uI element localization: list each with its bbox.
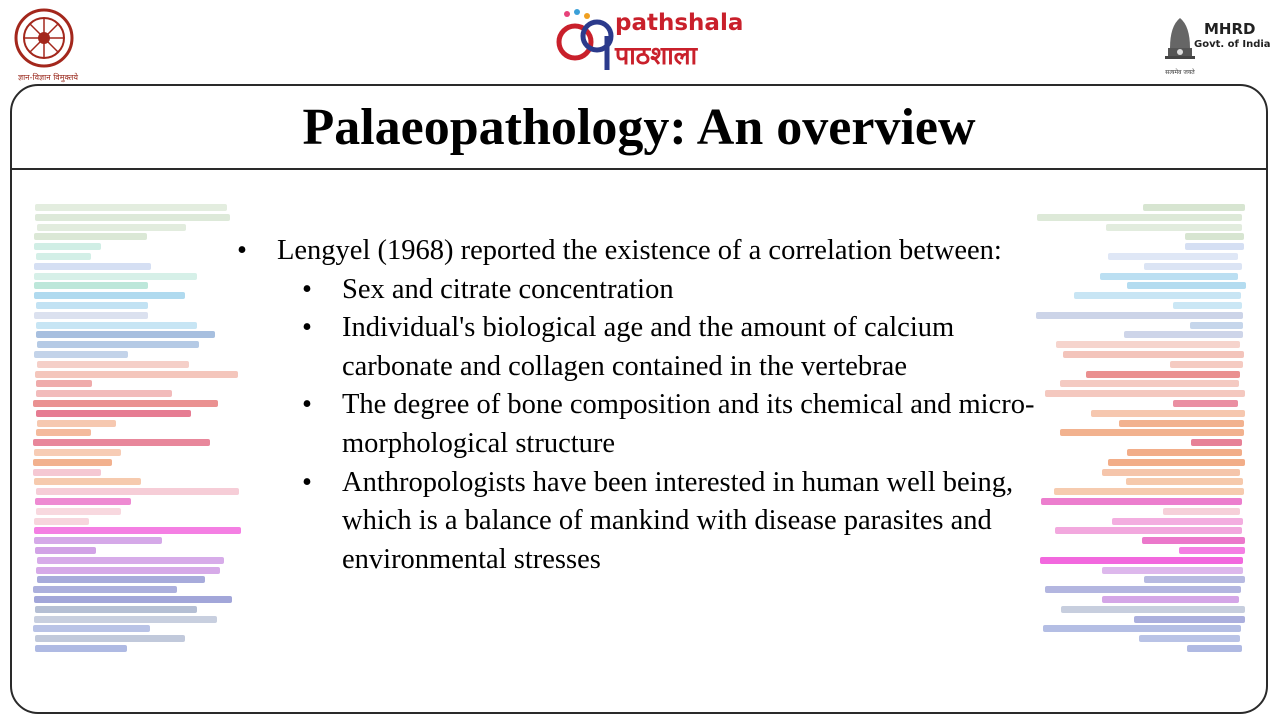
decorative-stripe xyxy=(35,204,227,211)
decorative-stripe xyxy=(1045,586,1241,593)
decorative-stripe xyxy=(33,625,150,632)
decorative-stripe xyxy=(33,586,177,593)
decorative-stripe xyxy=(35,635,185,642)
decorative-stripe xyxy=(37,341,199,348)
bullet-text: Lengyel (1968) reported the existence of a correlation between: xyxy=(277,235,1002,266)
slide-title: Palaeopathology: An overview xyxy=(302,99,976,156)
decorative-stripe xyxy=(1119,420,1244,427)
decorative-stripe xyxy=(1144,576,1245,583)
decorative-stripe xyxy=(36,331,215,338)
govt-of-india-text: Govt. of India xyxy=(1194,39,1271,50)
decorative-stripe xyxy=(37,361,189,368)
bullet-text: The degree of bone composition and its chemical and micro- morphological structure xyxy=(342,389,1035,459)
epathshala-mark-icon xyxy=(553,6,615,74)
epathshala-hindi: पाठशाला xyxy=(615,41,698,70)
decorative-stripe xyxy=(1106,224,1242,231)
decorative-stripe xyxy=(36,390,172,397)
decorative-stripe xyxy=(36,302,148,309)
bullet-dot-icon: • xyxy=(302,312,312,344)
decorative-stripe xyxy=(35,645,127,652)
decorative-stripe xyxy=(1190,322,1243,329)
slide-content xyxy=(232,232,1042,579)
decorative-stripe xyxy=(1108,253,1238,260)
decorative-stripe xyxy=(1040,557,1243,564)
decorative-stripe xyxy=(36,508,121,515)
bullet-item xyxy=(232,386,1042,463)
ashoka-emblem-icon xyxy=(1160,8,1200,66)
decorative-stripe xyxy=(34,292,185,299)
decorative-stripe xyxy=(1185,233,1244,240)
decorative-stripe xyxy=(37,576,205,583)
bullet-item xyxy=(232,271,1042,310)
decorative-stripe xyxy=(1144,263,1242,270)
bullet-text: Sex and citrate concentration xyxy=(342,273,674,305)
decorative-stripe xyxy=(36,429,91,436)
decorative-stripe xyxy=(1112,518,1243,525)
decorative-stripe xyxy=(1074,292,1241,299)
decorative-stripe xyxy=(37,557,224,564)
decorative-stripe xyxy=(34,263,151,270)
motto-text: सत्यमेव जयते xyxy=(1165,69,1195,76)
decorative-stripe xyxy=(1127,282,1246,289)
decorative-stripe xyxy=(34,312,148,319)
bullet-text: Anthropologists have been interested in human well being, which is a balance of mankind with disease parasites and environmental stresses xyxy=(342,466,1014,575)
decorative-stripe xyxy=(35,214,230,221)
decorative-stripe xyxy=(1060,429,1244,436)
decorative-stripes-left xyxy=(33,204,249,656)
decorative-stripe xyxy=(1041,498,1242,505)
decorative-stripe xyxy=(1143,204,1245,211)
decorative-stripe xyxy=(36,410,191,417)
title-bar xyxy=(12,86,1266,170)
decorative-stripe xyxy=(34,616,217,623)
decorative-stripe xyxy=(34,351,128,358)
decorative-stripe xyxy=(1056,341,1240,348)
decorative-stripe xyxy=(37,224,186,231)
ugc-emblem-icon xyxy=(8,6,80,72)
decorative-stripe xyxy=(1102,596,1239,603)
ugc-caption: ज्ञान-विज्ञान विमुक्तये xyxy=(17,73,79,82)
mhrd-text: MHRD xyxy=(1204,20,1256,38)
decorative-stripe xyxy=(1173,400,1238,407)
decorative-stripe xyxy=(1037,214,1242,221)
bullet-dot-icon: • xyxy=(302,389,312,421)
decorative-stripe xyxy=(33,469,101,476)
epathshala-english: pathshala xyxy=(615,10,744,36)
decorative-stripe xyxy=(1060,380,1239,387)
decorative-stripe xyxy=(36,380,92,387)
bullet-text: Individual's biological age and the amount of calcium carbonate and collagen contained in the vertebrae xyxy=(342,312,955,382)
decorative-stripe xyxy=(34,478,141,485)
decorative-stripe xyxy=(1187,645,1242,652)
decorative-stripe xyxy=(37,420,116,427)
decorative-stripe xyxy=(1091,410,1245,417)
decorative-stripe xyxy=(34,273,197,280)
decorative-stripe xyxy=(34,243,101,250)
decorative-stripe xyxy=(1061,606,1245,613)
decorative-stripe xyxy=(1108,459,1245,466)
decorative-stripe xyxy=(1134,616,1245,623)
decorative-stripe xyxy=(1055,527,1242,534)
decorative-stripe xyxy=(33,459,112,466)
decorative-stripe xyxy=(35,547,96,554)
decorative-stripe xyxy=(34,518,89,525)
bullet-dot-icon: • xyxy=(237,235,247,266)
decorative-stripe xyxy=(34,537,162,544)
decorative-stripe xyxy=(1124,331,1243,338)
mhrd-logo xyxy=(1160,8,1275,80)
decorative-stripe xyxy=(1100,273,1238,280)
decorative-stripe xyxy=(1163,508,1240,515)
decorative-stripe xyxy=(1173,302,1242,309)
decorative-stripe xyxy=(33,439,210,446)
decorative-stripe xyxy=(34,449,121,456)
bullet-dot-icon: • xyxy=(302,466,312,498)
decorative-stripes-right xyxy=(1030,204,1246,656)
decorative-stripe xyxy=(1179,547,1245,554)
bullet-item xyxy=(232,232,1042,271)
decorative-stripe xyxy=(1036,312,1243,319)
decorative-stripe xyxy=(1170,361,1243,368)
decorative-stripe xyxy=(34,527,241,534)
decorative-stripe xyxy=(1054,488,1244,495)
header xyxy=(0,0,1280,84)
decorative-stripe xyxy=(36,253,91,260)
decorative-stripe xyxy=(1102,567,1243,574)
decorative-stripe xyxy=(35,498,131,505)
decorative-stripe xyxy=(1185,243,1244,250)
epathshala-logo xyxy=(553,6,743,74)
decorative-stripe xyxy=(34,596,232,603)
decorative-stripe xyxy=(1086,371,1240,378)
decorative-stripe xyxy=(36,322,197,329)
decorative-stripe xyxy=(1063,351,1244,358)
decorative-stripe xyxy=(36,488,239,495)
decorative-stripe xyxy=(1191,439,1242,446)
decorative-stripe xyxy=(35,606,197,613)
decorative-stripe xyxy=(1126,478,1243,485)
decorative-stripe xyxy=(33,400,218,407)
decorative-stripe xyxy=(1139,635,1240,642)
decorative-stripe xyxy=(1043,625,1241,632)
bullet-dot-icon: • xyxy=(302,273,312,305)
decorative-stripe xyxy=(34,233,147,240)
bullet-item xyxy=(232,464,1042,580)
decorative-stripe xyxy=(35,371,238,378)
ugc-logo xyxy=(8,6,80,82)
decorative-stripe xyxy=(1127,449,1242,456)
decorative-stripe xyxy=(1142,537,1245,544)
decorative-stripe xyxy=(1045,390,1245,397)
decorative-stripe xyxy=(36,567,220,574)
bullet-item xyxy=(232,309,1042,386)
decorative-stripe xyxy=(1102,469,1240,476)
decorative-stripe xyxy=(34,282,148,289)
